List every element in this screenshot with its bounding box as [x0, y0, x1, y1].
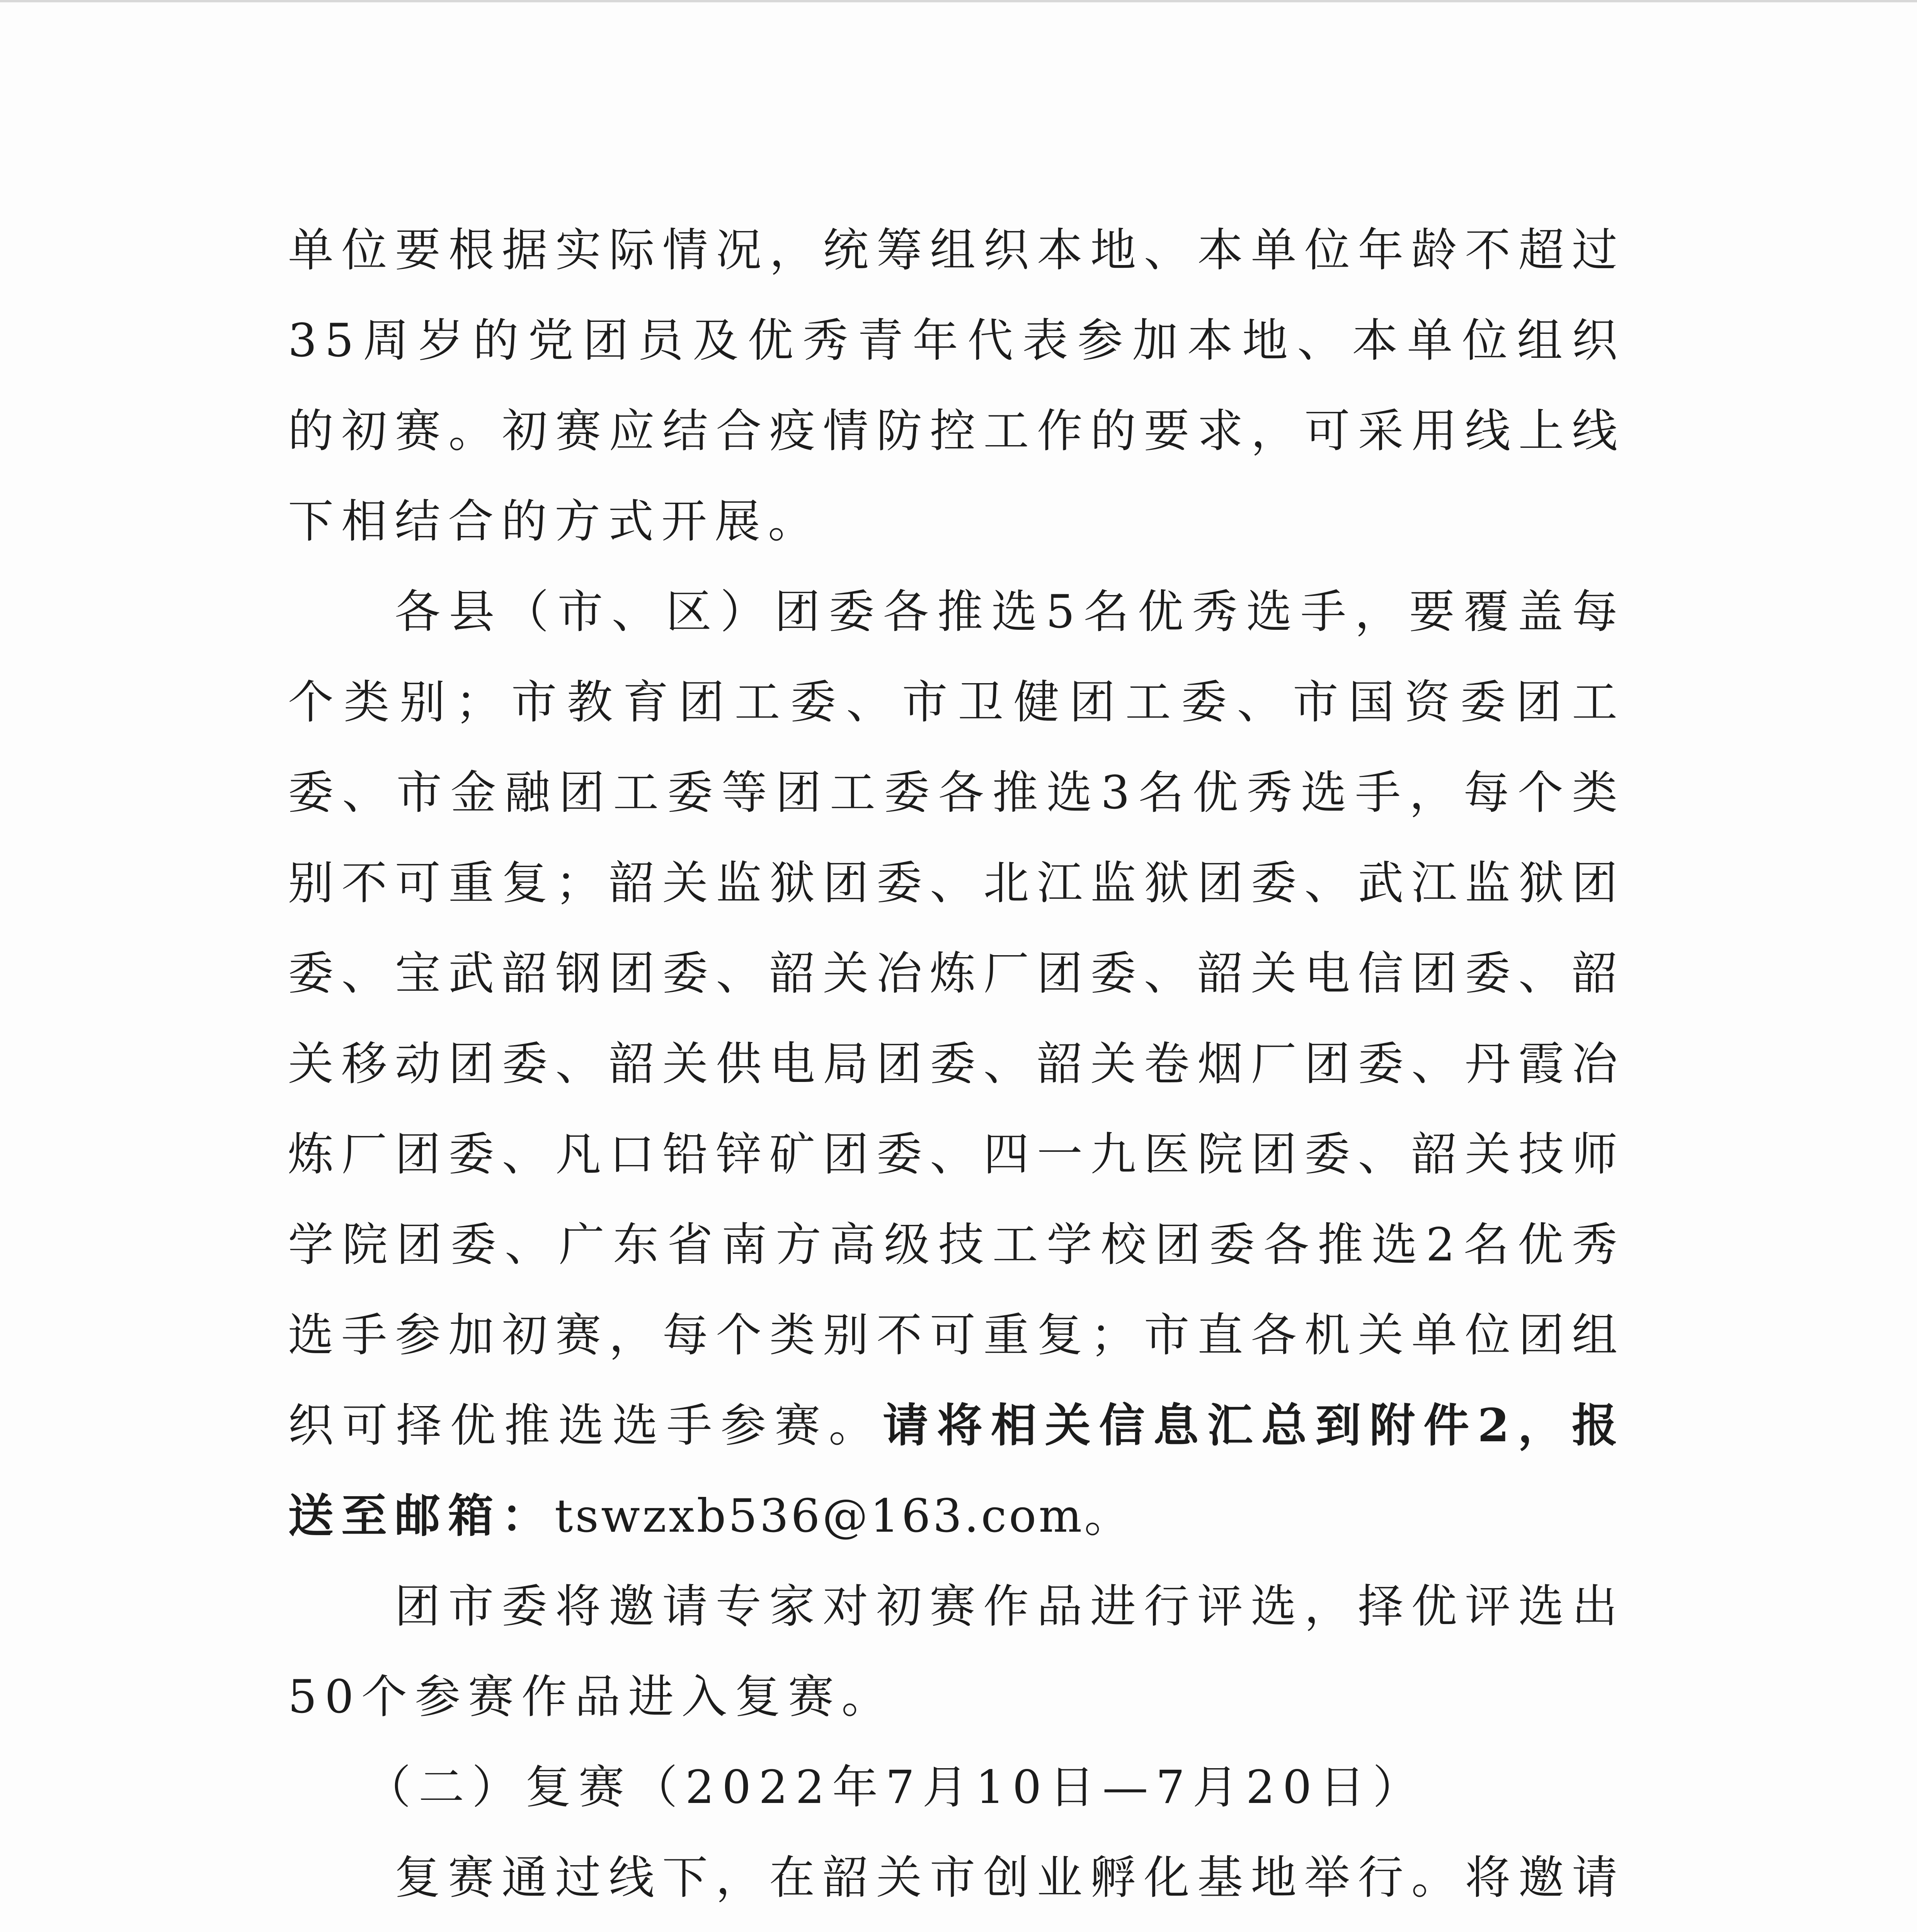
section-heading-semifinal: （二）复赛（2022年7月10日—7月20日） [365, 1760, 1426, 1814]
submission-email: tswzxb536@163.com。 [555, 1489, 1132, 1543]
paragraph-nomination-quotas [288, 566, 1625, 1561]
submission-instruction: 请将相关信息汇总到附件2，报送至邮箱： [288, 1398, 1625, 1543]
scan-top-edge [0, 0, 1917, 2]
body-text [288, 205, 1625, 1932]
paragraph-semifinal: 复赛通过线下，在韶关市创业孵化基地举行。将邀请 [395, 1851, 1625, 1904]
nomination-quota-text: 各县（市、区）团委各推选5名优秀选手，要覆盖每个类别；市教育团工委、市卫健团工委、市国资委团工委、市金融团工委等团工委各推选3名优秀选手，每个类别不可重复；韶关监狱团委、北江监狱团委、武江监狱团委、宝武韶钢团委、韶关冶炼厂团委、韶关电信团委、韶关移动团委、韶关供电局团委、韶关卷烟厂团委、丹霞冶炼厂团委、凡口铅锌矿团委、四一九医院团委、韶关技师学院团委、广东省南方高级技工学校团委各推选2名优秀选手参加初赛，每个类别不可重复；市直各机关单位团组织可择优推选选手参赛。 [288, 585, 1625, 1452]
paragraph-expert-review: 团市委将邀请专家对初赛作品进行评选，择优评选出50个参赛作品进入复赛。 [288, 1580, 1625, 1723]
paragraph-preliminary-organization: 单位要根据实际情况，统筹组织本地、本单位年龄不超过35周岁的党团员及优秀青年代表参加本地、本单位组织的初赛。初赛应结合疫情防控工作的要求，可采用线上线下相结合的方式开展。 [288, 223, 1625, 548]
